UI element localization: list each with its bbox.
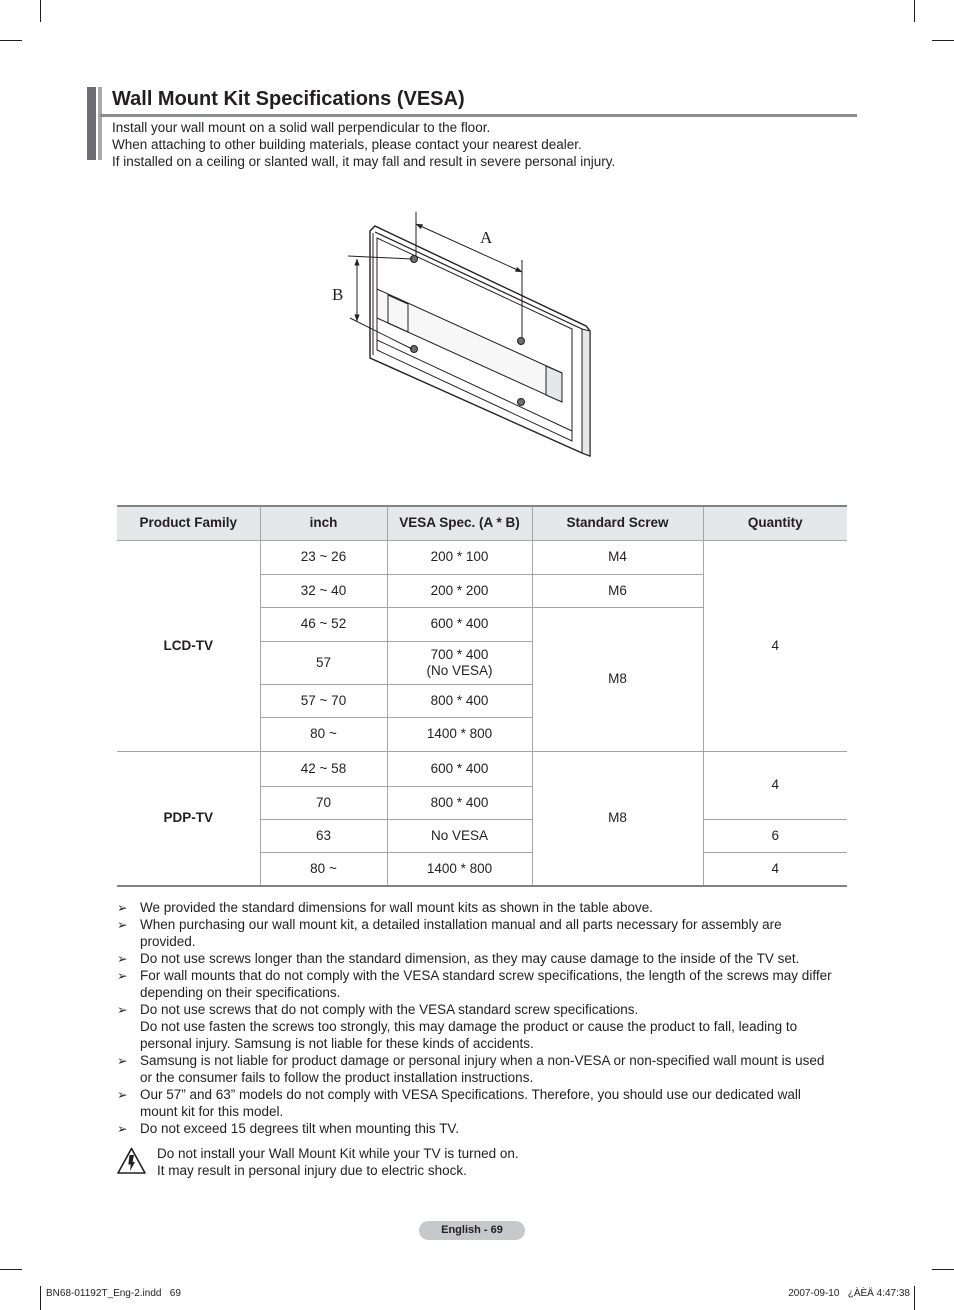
note-item [117,899,852,916]
crop-mark-top-left-v [40,0,41,22]
note-line: or the consumer fails to follow the product installation instructions. [140,1070,534,1085]
tv-back-panel [370,226,590,456]
note-item [117,967,852,1001]
table-row [117,751,847,786]
arrow-bullet-icon: ➢ [117,951,128,966]
inch-cell: 32 ~ 40 [260,574,387,607]
note-line: We provided the standard dimensions for wall mount kits as shown in the table above. [140,900,654,915]
vesa-value: 700 * 400 [430,646,489,662]
note-item [117,916,852,950]
tv-side-edge [582,329,590,456]
intro-line: Install your wall mount on a solid wall perpendicular to the floor. [112,120,491,135]
note-item [117,1086,852,1120]
inch-cell: 70 [260,786,387,819]
vesa-note: (No VESA) [426,662,493,678]
intro-text [112,119,615,170]
note-line: Samsung is not liable for product damage or personal injury when a non-VESA or non-specified wall mount is used [140,1053,825,1068]
note-line: Do not use screws that do not comply with the VESA standard screw specifications. [140,1002,639,1017]
inch-cell: 46 ~ 52 [260,607,387,641]
vesa-cell: 600 * 400 [387,751,532,786]
table-header-row [117,506,847,540]
footer-file-name: BN68-01192T_Eng-2.indd 69 [46,1288,181,1299]
header-product-family: Product Family [117,506,260,540]
table-row [117,540,847,574]
inch-cell: 42 ~ 58 [260,751,387,786]
section-bar-dark [87,87,96,160]
page-title: Wall Mount Kit Specifications (VESA) [112,88,465,110]
page-number-badge: English - 69 [419,1221,525,1240]
note-line: depending on their specifications. [140,985,341,1000]
quantity-cell: 6 [703,819,847,852]
vesa-cell: 1400 * 800 [387,717,532,751]
screw-cell: M8 [532,607,703,751]
arrow-bullet-icon: ➢ [117,1121,128,1136]
vesa-cell: 200 * 200 [387,574,532,607]
note-line: mount kit for this model. [140,1104,284,1119]
warning-text [157,1145,519,1179]
note-line: Our 57” and 63” models do not comply with VESA Specifications. Therefore, you should use our dedicated wall [140,1087,801,1102]
crop-mark-top-right-h [932,40,954,41]
note-line: personal injury. Samsung is not liable for these kinds of accidents. [140,1036,534,1051]
inch-cell: 57 ~ 70 [260,684,387,717]
arrow-bullet-icon: ➢ [117,1087,128,1102]
note-line: Do not exceed 15 degrees tilt when mounting this TV. [140,1121,459,1136]
arrow-bullet-icon: ➢ [117,900,128,915]
header-vesa-spec: VESA Spec. (A * B) [387,506,532,540]
inch-cell: 63 [260,819,387,852]
crop-mark-top-right-v [914,0,915,22]
arrow-bullet-icon: ➢ [117,1002,128,1017]
note-item [117,1052,852,1086]
footer-timestamp: 2007-09-10 ¿ÀÈÄ 4:47:38 [788,1288,910,1299]
screw-cell: M4 [532,540,703,574]
crop-mark-bottom-right-v [914,1286,915,1310]
note-line: Do not use fasten the screws too strongly, this may damage the product or cause the product to fall, leading to [140,1019,798,1034]
note-item [117,1001,852,1052]
warning-line: Do not install your Wall Mount Kit while your TV is turned on. [157,1146,519,1161]
crop-mark-top-left-h [0,40,22,41]
arrow-bullet-icon: ➢ [117,968,128,983]
vesa-cell: 800 * 400 [387,684,532,717]
quantity-cell: 4 [703,540,847,751]
header-quantity: Quantity [703,506,847,540]
notes-list [117,899,852,1137]
dimension-b-label: B [332,285,344,304]
inch-cell: 80 ~ [260,717,387,751]
section-bar-light [98,87,102,160]
vesa-cell: 1400 * 800 [387,852,532,886]
note-item [117,1120,852,1137]
vesa-cell: No VESA [387,819,532,852]
family-cell-lcd: LCD-TV [117,540,260,751]
wall-mount-diagram [320,200,600,465]
warning-line: It may result in personal injury due to electric shock. [157,1163,467,1178]
note-line: Do not use screws longer than the standard dimension, as they may cause damage to the inside of the TV set. [140,951,800,966]
vesa-cell [387,641,532,684]
inch-cell: 23 ~ 26 [260,540,387,574]
header-inch: inch [260,506,387,540]
vesa-cell: 200 * 100 [387,540,532,574]
vesa-spec-table [117,505,847,887]
arrow-bullet-icon: ➢ [117,917,128,932]
note-line: For wall mounts that do not comply with the VESA standard screw specifications, the length of the screws may differ [140,968,832,983]
header-standard-screw: Standard Screw [532,506,703,540]
screw-hole-top-right [518,338,525,345]
intro-line: If installed on a ceiling or slanted wall, it may fall and result in severe personal injury. [112,154,616,169]
crop-mark-bottom-right-h [932,1269,954,1270]
inch-cell: 80 ~ [260,852,387,886]
title-underline [100,114,857,117]
family-cell-pdp: PDP-TV [117,751,260,886]
vesa-cell: 800 * 400 [387,786,532,819]
crop-mark-bottom-left-v [40,1286,41,1310]
inch-cell: 57 [260,641,387,684]
warning-icon [116,1146,147,1176]
crop-mark-bottom-left-h [0,1269,22,1270]
vesa-cell: 600 * 400 [387,607,532,641]
dimension-a-label: A [480,228,493,247]
screw-hole-bottom-right [518,399,525,406]
screw-cell: M8 [532,751,703,886]
note-line: When purchasing our wall mount kit, a detailed installation manual and all parts necessary for assembly are [140,917,782,932]
screw-cell: M6 [532,574,703,607]
arrow-bullet-icon: ➢ [117,1053,128,1068]
note-line: provided. [140,934,196,949]
quantity-cell: 4 [703,751,847,819]
note-item [117,950,852,967]
intro-line: When attaching to other building materials, please contact your nearest dealer. [112,137,582,152]
quantity-cell: 4 [703,852,847,886]
